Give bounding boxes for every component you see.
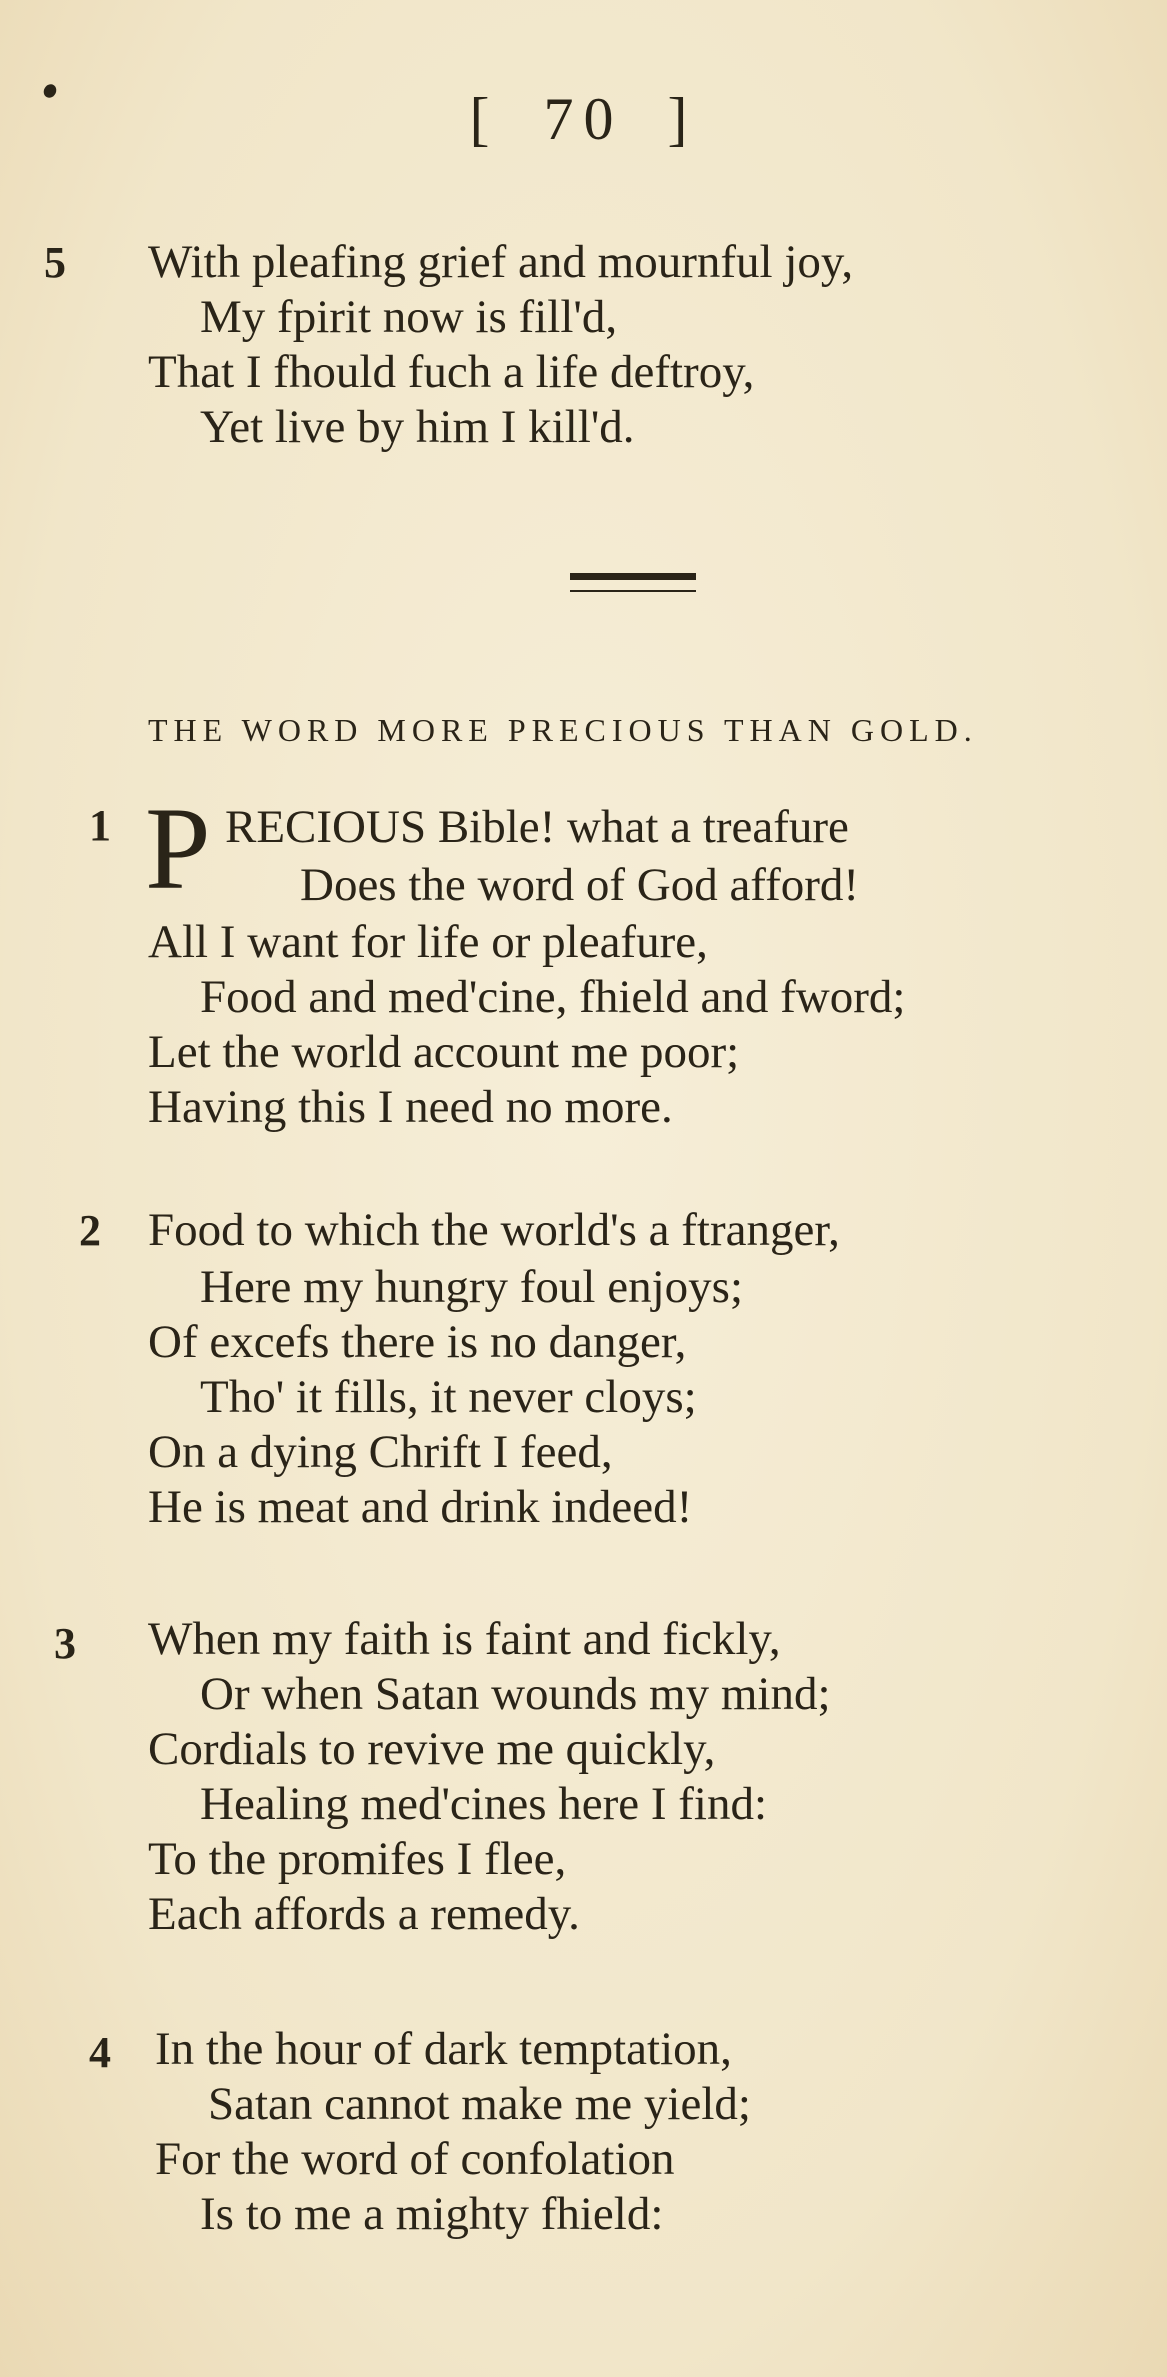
verse-line: Here my hungry foul enjoys;: [200, 1261, 744, 1313]
verse-line: Food and med'cine, fhield and fword;: [200, 971, 906, 1023]
stanza-number: 4: [89, 2028, 111, 2077]
verse-line: Yet live by him I kill'd.: [200, 401, 635, 453]
verse-line: In the hour of dark temptation,: [155, 2023, 732, 2075]
section-rule: [570, 573, 696, 580]
stanza-number: 1: [89, 801, 111, 850]
verse-line: For the word of confolation: [155, 2133, 675, 2185]
verse-line: All I want for life or pleafure,: [148, 916, 708, 968]
verse-line: Healing med'cines here I find:: [200, 1778, 768, 1830]
left-bracket: [: [469, 86, 500, 152]
verse-line: With pleafing grief and mournful joy,: [148, 236, 854, 288]
verse-line: On a dying Chrift I feed,: [148, 1426, 613, 1478]
stanza-number: 3: [54, 1619, 76, 1668]
verse-line: My fpirit now is fill'd,: [200, 291, 618, 343]
verse-line: To the promifes I flee,: [148, 1833, 567, 1885]
verse-line: Cordials to revive me quickly,: [148, 1723, 716, 1775]
verse-line: Tho' it fills, it never cloys;: [200, 1371, 697, 1423]
drop-cap: P: [145, 783, 211, 914]
verse-line: Food to which the world's a ftranger,: [148, 1204, 840, 1256]
verse-line: He is meat and drink indeed!: [148, 1481, 693, 1533]
section-rule: [570, 590, 696, 592]
verse-line: Satan cannot make me yield;: [208, 2078, 751, 2130]
verse-line: Of excefs there is no danger,: [148, 1316, 687, 1368]
hymn-title: THE WORD MORE PRECIOUS THAN GOLD.: [148, 712, 978, 748]
verse-line: Is to me a mighty fhield:: [200, 2188, 664, 2240]
verse-line: That I fhould fuch a life deftroy,: [148, 346, 755, 398]
verse-line: Does the word of God afford!: [300, 859, 860, 911]
verse-line: Having this I need no more.: [148, 1081, 673, 1133]
verse-line: When my faith is faint and fickly,: [148, 1613, 781, 1665]
page-header: [0, 85, 1167, 154]
verse-line: Or when Satan wounds my mind;: [200, 1668, 831, 1720]
verse-line: Each affords a remedy.: [148, 1888, 580, 1940]
stanza-number: 2: [79, 1206, 101, 1255]
page-number: 70: [543, 86, 624, 152]
verse-line: Let the world account me poor;: [148, 1026, 740, 1078]
verse-line: RECIOUS Bible! what a treafure: [225, 801, 849, 853]
stanza-number: 5: [44, 238, 66, 287]
right-bracket: ]: [667, 86, 698, 152]
